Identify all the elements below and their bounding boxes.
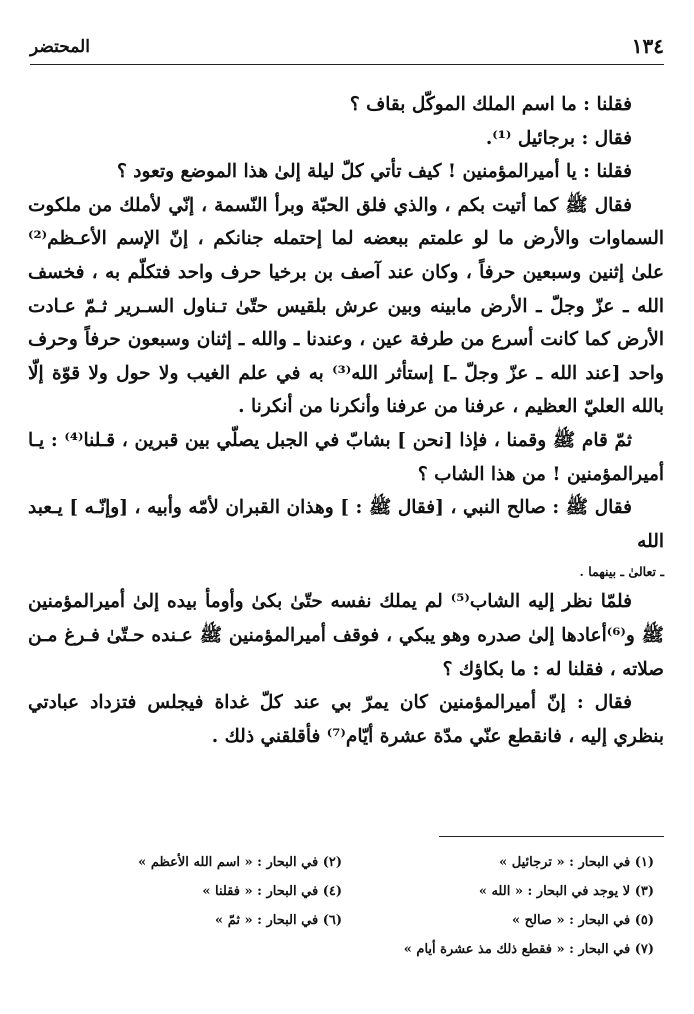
footnote: (٣) لا يوجد في البحار : « الله » <box>478 884 654 899</box>
paragraph: فقلنا : ما اسم الملك الموكّل بقاف ؟ <box>349 94 632 115</box>
footnote-row <box>30 877 654 906</box>
paragraph: فقلنا : يا أميرالمؤمنين ! كيف تأتي كلّ ليلة إلىٰ هذا الموضع وتعود ؟ <box>116 161 632 183</box>
footnote-divider <box>439 836 664 837</box>
footnote: (٦) في البحار : « ثمّ » <box>215 913 342 928</box>
footnote: (٢) في البحار : « اسم الله الأعظم » <box>138 855 342 870</box>
paragraph: فقال ﷺ كما أتيت بكم ، والذي فلق الحبّة وبرأ النّسمة ، إنّي لأملك من ملكوت السماوات والأرض ما لو علمتم ببعضه لما إحتمله جنانكم ، إنّ الإسم الأعـظم⁽²⁾ علىٰ إثنين وسبعين حرفاً ، وكان عند آصف بن برخيا حرف واحد فتكلّم به ، فخسف الله ـ عزّ وجلّ ـ الأرض مابينه وبين عرش بلقيس حتّىٰ تـناول السـرير ثـمّ عـادت الأرض كما كانت أسرع من طرفة عين ، وعندنا ـ والله ـ إثنان وسبعون حرفاً وحرف واحد [عند الله ـ عزّ وجلّ ـ] إستأثر الله⁽³⁾ به في علم الغيب ولا حول ولا قوّة إلّا بالله العليّ العظيم ، عرفنا من عرفنا وأنكرنا من أنكرنا . <box>28 194 664 418</box>
footnote-row <box>30 935 654 964</box>
main-text <box>28 88 664 753</box>
footnote: (٥) في البحار : « صالح » <box>511 913 654 928</box>
paragraph: فقال : إنّ أميرالمؤمنين كان يمرّ بي عند كلّ غداة فيجلس فتزداد عبادتي بنظري إليه ، فانقطع عنّي مدّة عشرة أيّام⁽⁷⁾ فأقلقني ذلك . <box>28 692 664 747</box>
page-header <box>30 34 664 65</box>
paragraph: فلمّا نظر إليه الشاب⁽⁵⁾ لم يملك نفسه حتّىٰ بكىٰ وأومأ بيده إلىٰ أميرالمؤمنين ﷺ و⁽⁶⁾أعادها إلىٰ صدره وهو يبكي ، فوقف أميرالمؤمنين ﷺ عـنده حـتّىٰ فـرغ مـن صلاته ، فقلنا له : ما بكاؤك ؟ <box>28 591 664 680</box>
footnote: (١) في البحار : « ترجائيل » <box>499 855 654 870</box>
paragraph-continuation: ـ تعالىٰ ـ بينهما . <box>579 564 664 580</box>
paragraph: فقال ﷺ : صالح النبي ، [فقال ﷺ : ] وهذان القبران لأمّه وأبيه ، [وإنّـه ] يـعبد الله <box>28 497 664 552</box>
paragraph: ثمّ قام ﷺ وقمنا ، فإذا [نحن ] بشابّ في الجبل يصلّي بين قبرين ، قـلنا⁽⁴⁾ : يـا أميرالمؤمنين ! من هذا الشاب ؟ <box>28 429 664 485</box>
footnotes <box>30 848 654 964</box>
footnote: (٧) في البحار : « فقطع ذلك مذ عشرة أيام » <box>403 942 654 957</box>
footnote-row <box>30 906 654 935</box>
running-title: المحتضر <box>30 37 90 57</box>
footnote-row <box>30 848 654 877</box>
footnote: (٤) في البحار : « فقلنا » <box>202 884 342 899</box>
page-number: ١٣٤ <box>631 34 664 58</box>
paragraph: فقال : برجائيل ⁽¹⁾. <box>485 127 632 149</box>
